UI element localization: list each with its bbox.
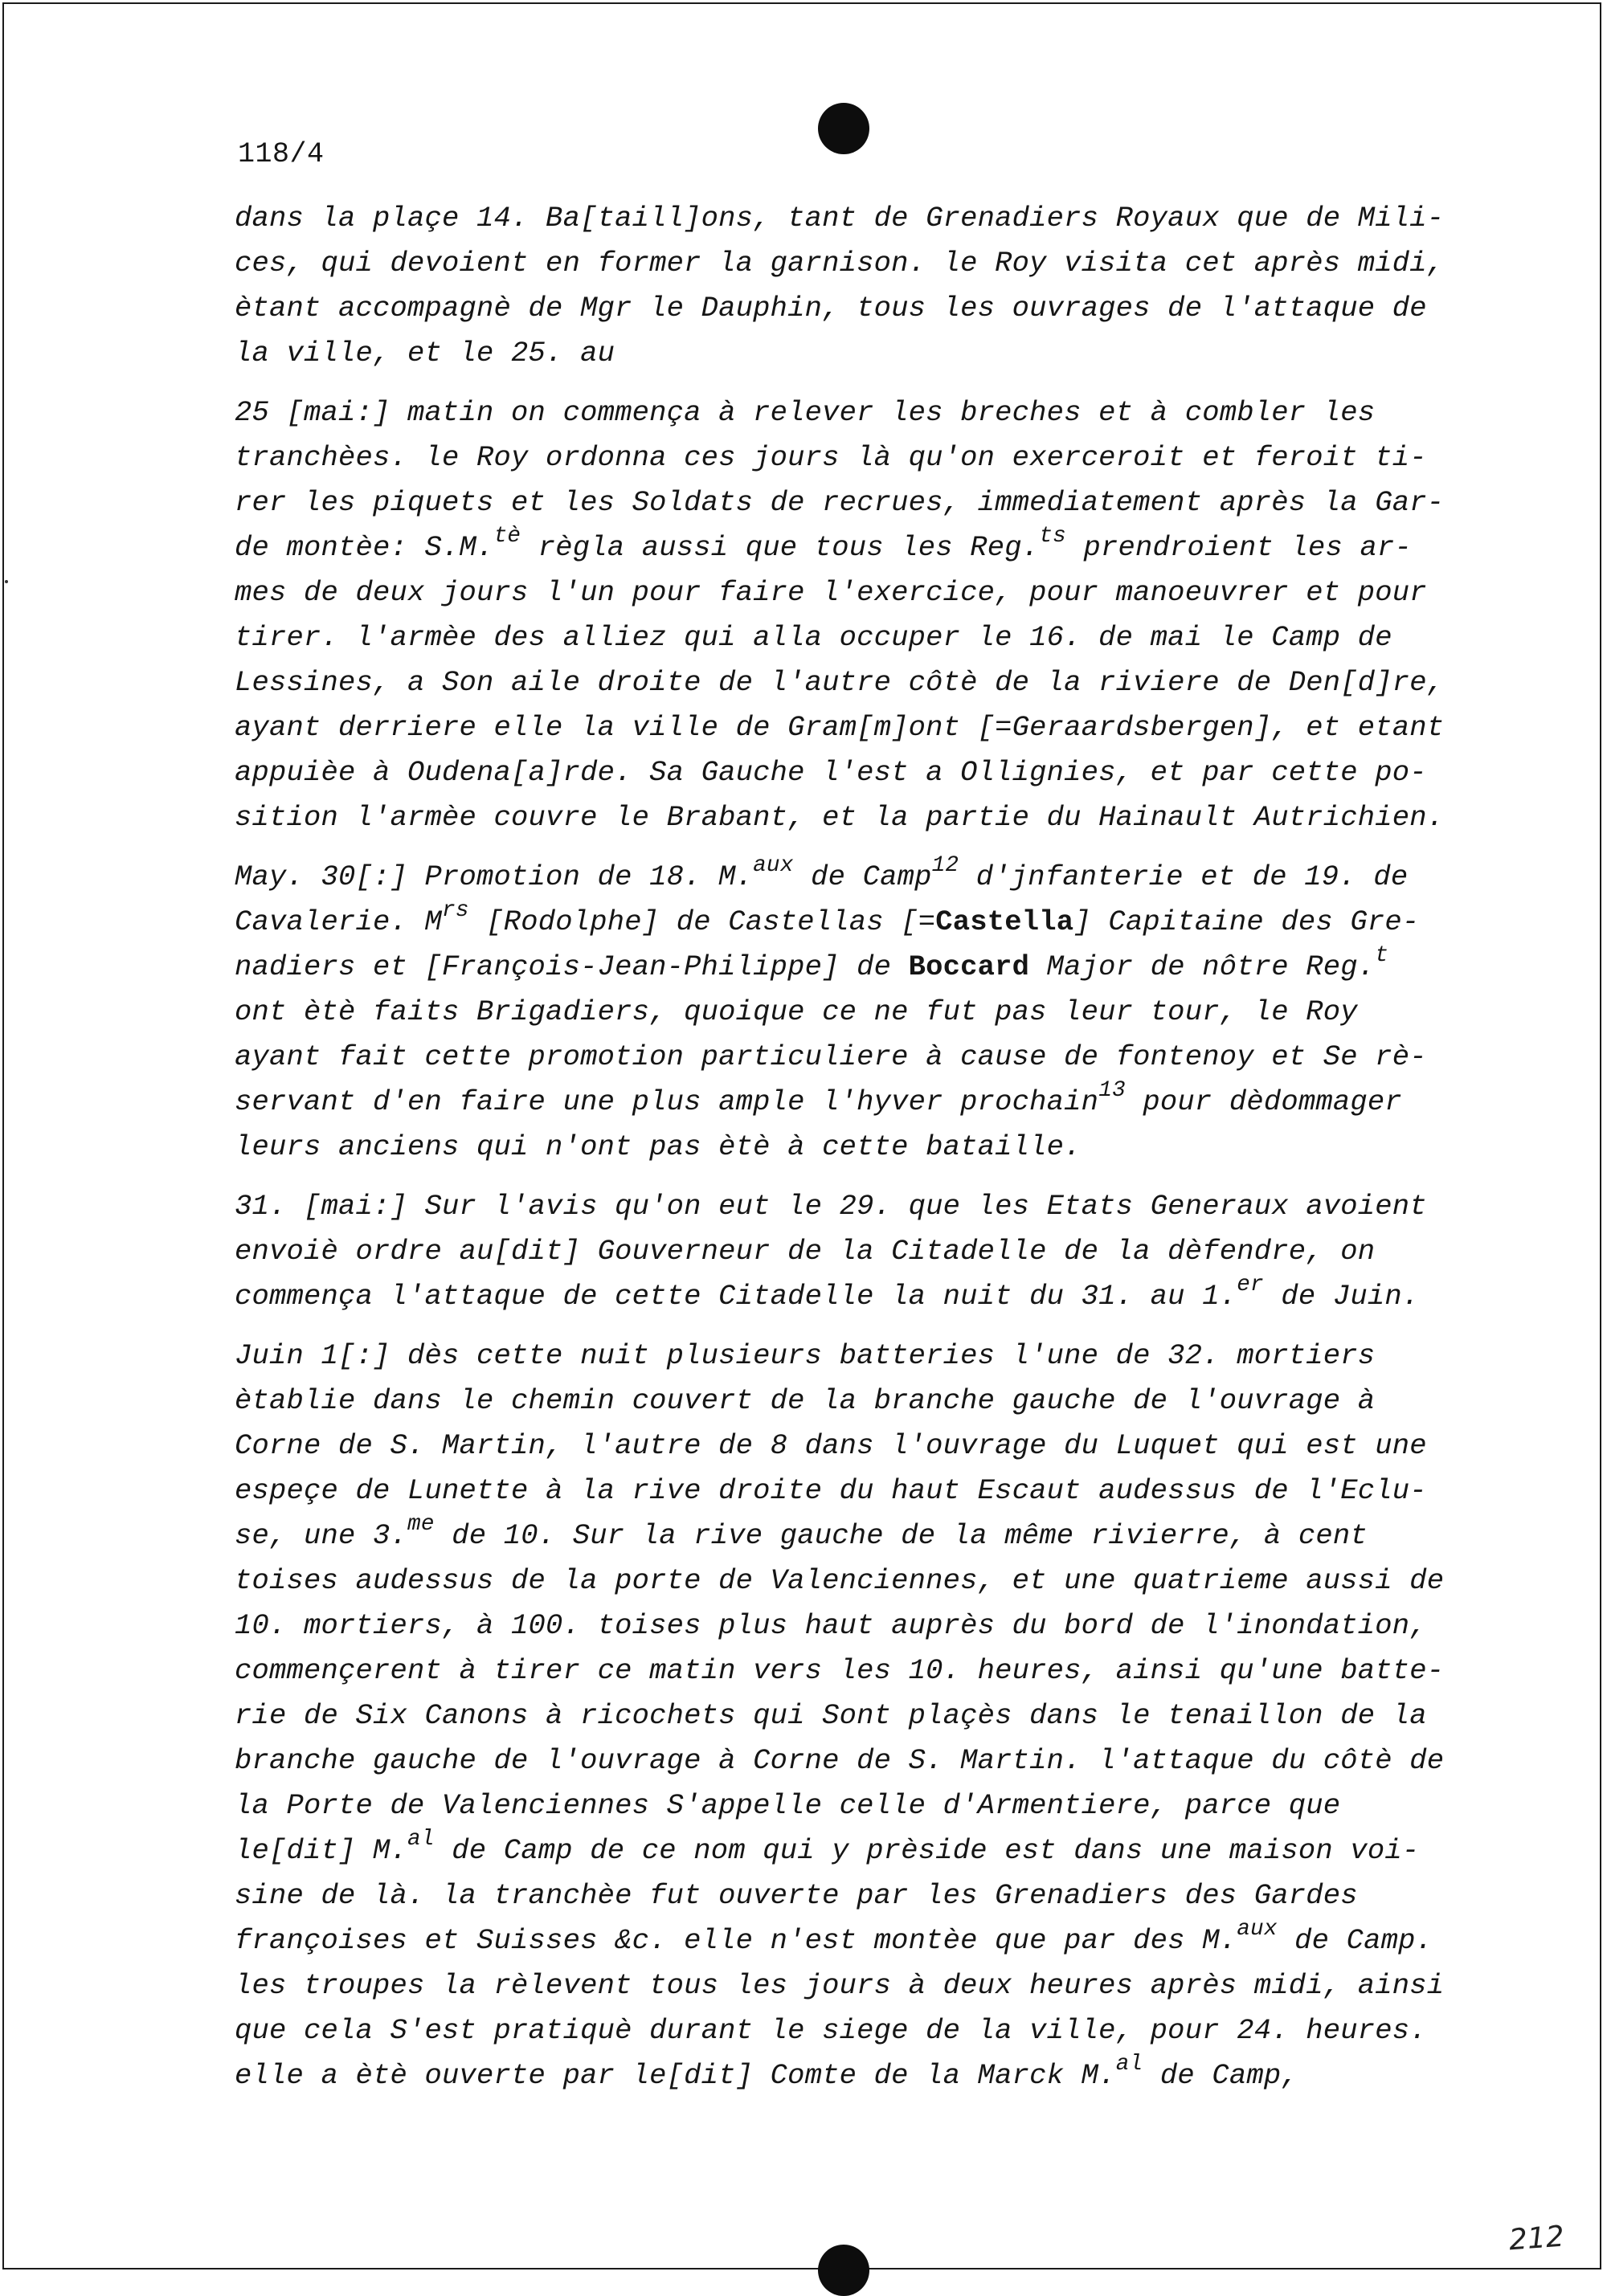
text-segment: ayant derriere elle la ville de Gram[m]ont [=Geraardsbergen], et etant xyxy=(235,711,1445,744)
text-segment: sition l'armèe couvre le Brabant, et la partie du Hainault Autrichien. xyxy=(235,801,1445,834)
text-segment: de montèe: S.M. xyxy=(235,531,494,564)
text-segment: Corne de S. Martin, l'autre de 8 dans l'ouvrage du Luquet qui est une xyxy=(235,1429,1427,1462)
bold-name: Castella xyxy=(935,905,1074,938)
text-segment: Cavalerie. M xyxy=(235,905,443,938)
text-segment: la ville, et le 25. au xyxy=(235,337,615,370)
superscript: aux xyxy=(1237,1916,1278,1942)
text-line xyxy=(235,705,1472,750)
text-line xyxy=(235,1604,1472,1648)
text-line xyxy=(235,897,1472,945)
text-segment: appuièe à Oudena[a]rde. Sa Gauche l'est a Ollignies, et par cette po- xyxy=(235,756,1427,789)
text-line xyxy=(235,525,1472,570)
text-segment: Major de nôtre Reg. xyxy=(1029,950,1376,983)
text-line xyxy=(235,286,1472,331)
text-line xyxy=(235,852,1472,900)
text-line xyxy=(235,1184,1472,1229)
text-segment: la Porte de Valenciennes S'appelle celle d'Armentiere, parce que xyxy=(235,1789,1341,1822)
text-segment: sine de là. la tranchèe fut ouverte par les Grenadiers des Gardes xyxy=(235,1879,1358,1912)
superscript: rs xyxy=(442,897,469,923)
text-segment: ayant fait cette promotion particuliere à cause de fontenoy et Se rè- xyxy=(235,1040,1427,1073)
text-line xyxy=(235,241,1472,286)
text-segment: servant d'en faire une plus ample l'hyver prochain xyxy=(235,1085,1099,1118)
text-line xyxy=(235,1035,1472,1080)
text-segment: nadiers et [François-Jean-Philippe] de xyxy=(235,950,909,983)
text-line xyxy=(235,2008,1472,2053)
text-segment: 10. mortiers, à 100. toises plus haut auprès du bord de l'inondation, xyxy=(235,1609,1427,1642)
text-line xyxy=(235,1828,1472,1873)
text-segment: règla aussi que tous les Reg. xyxy=(521,531,1040,564)
text-line xyxy=(235,1648,1472,1693)
text-segment: que cela S'est pratiquè durant le siege de la ville, pour 24. heures. xyxy=(235,2014,1427,2047)
bold-name: Boccard xyxy=(908,950,1030,983)
text-segment: commença l'attaque de cette Citadelle la nuit du 31. au 1. xyxy=(235,1280,1237,1313)
text-line xyxy=(235,1511,1472,1559)
text-line xyxy=(235,1469,1472,1514)
text-segment: ont ètè faits Brigadiers, quoique ce ne fut pas leur tour, le Roy xyxy=(235,995,1358,1028)
page-reference: 118/4 xyxy=(238,138,325,170)
text-segment: ] Capitaine des Gre- xyxy=(1073,905,1420,938)
document-body xyxy=(235,196,1472,2113)
text-segment: tranchèes. le Roy ordonna ces jours là qu'on exerceroit et feroit ti- xyxy=(235,441,1427,474)
superscript: t xyxy=(1375,942,1389,968)
text-segment: de Juin. xyxy=(1263,1280,1420,1313)
superscript: tè xyxy=(493,523,521,549)
punch-hole-bottom xyxy=(818,2245,869,2296)
text-segment: les troupes la rèlevent tous les jours à deux heures après midi, ainsi xyxy=(235,1969,1445,2002)
text-segment: mes de deux jours l'un pour faire l'exercice, pour manoeuvrer et pour xyxy=(235,576,1427,609)
text-line xyxy=(235,196,1472,241)
text-line xyxy=(235,2053,1472,2098)
folio-number: 212 xyxy=(1507,2220,1566,2257)
paragraph xyxy=(235,852,1472,1170)
text-segment: ètablie dans le chemin couvert de la branche gauche de l'ouvrage à xyxy=(235,1384,1376,1417)
text-line xyxy=(235,390,1472,435)
paragraph xyxy=(235,390,1472,840)
text-segment: envoiè ordre au[dit] Gouverneur de la Citadelle de la dèfendre, on xyxy=(235,1235,1376,1268)
superscript: al xyxy=(1115,2051,1143,2077)
text-line xyxy=(235,795,1472,840)
text-segment: commençerent à tirer ce matin vers les 10. heures, ainsi qu'une batte- xyxy=(235,1654,1445,1687)
text-segment: leurs anciens qui n'ont pas ètè à cette bataille. xyxy=(235,1130,1082,1163)
text-segment: espeçe de Lunette à la rive droite du haut Escaut audessus de l'Eclu- xyxy=(235,1474,1427,1507)
paragraph xyxy=(235,196,1472,376)
text-line xyxy=(235,1738,1472,1783)
superscript: er xyxy=(1237,1272,1264,1297)
text-line xyxy=(235,435,1472,480)
text-segment: pour dèdommager xyxy=(1125,1085,1402,1118)
text-segment: françoises et Suisses &c. elle n'est montèe que par des M. xyxy=(235,1924,1237,1957)
margin-mark xyxy=(5,580,8,583)
superscript: me xyxy=(407,1511,435,1537)
text-segment: Lessines, a Son aile droite de l'autre côtè de la riviere de Den[d]re, xyxy=(235,666,1445,699)
superscript: al xyxy=(407,1826,435,1852)
text-line xyxy=(235,1783,1472,1828)
text-line xyxy=(235,331,1472,376)
text-segment: toises audessus de la porte de Valenciennes, et une quatrieme aussi de xyxy=(235,1564,1445,1597)
text-segment: 31. [mai:] Sur l'avis qu'on eut le 29. que les Etats Generaux avoient xyxy=(235,1190,1427,1223)
text-segment: de Camp de ce nom qui y prèside est dans une maison voi- xyxy=(434,1834,1420,1867)
text-line xyxy=(235,1424,1472,1469)
text-line xyxy=(235,1873,1472,1918)
text-segment: prendroient les ar- xyxy=(1065,531,1413,564)
text-segment: de Camp. xyxy=(1277,1924,1433,1957)
text-segment: ces, qui devoient en former la garnison. le Roy visita cet après midi, xyxy=(235,247,1445,280)
text-line xyxy=(235,1379,1472,1424)
text-line xyxy=(235,1077,1472,1125)
paragraph xyxy=(235,1184,1472,1319)
paragraph xyxy=(235,1334,1472,2098)
text-line xyxy=(235,1918,1472,1963)
superscript: 13 xyxy=(1098,1077,1126,1103)
text-segment: d'jnfanterie et de 19. de xyxy=(959,860,1409,893)
text-segment: branche gauche de l'ouvrage à Corne de S. Martin. l'attaque du côtè de xyxy=(235,1744,1445,1777)
text-segment: rie de Six Canons à ricochets qui Sont plaçès dans le tenaillon de la xyxy=(235,1699,1427,1732)
punch-hole-top xyxy=(818,103,869,154)
text-segment: rer les piquets et les Soldats de recrues, immediatement après la Gar- xyxy=(235,486,1445,519)
text-segment: se, une 3. xyxy=(235,1519,408,1552)
text-segment: tirer. l'armèe des alliez qui alla occuper le 16. de mai le Camp de xyxy=(235,621,1392,654)
text-segment: de Camp, xyxy=(1143,2059,1298,2092)
text-line xyxy=(235,615,1472,660)
text-line xyxy=(235,942,1472,990)
superscript: ts xyxy=(1039,523,1066,549)
text-line xyxy=(235,1559,1472,1604)
text-line xyxy=(235,1693,1472,1738)
text-line xyxy=(235,1963,1472,2008)
text-segment: de Camp xyxy=(793,860,932,893)
text-segment: dans la plaçe 14. Ba[taill]ons, tant de Grenadiers Royaux que de Mili- xyxy=(235,202,1445,235)
text-segment: Juin 1[:] dès cette nuit plusieurs batteries l'une de 32. mortiers xyxy=(235,1339,1376,1372)
text-line xyxy=(235,1274,1472,1319)
text-line xyxy=(235,570,1472,615)
text-line xyxy=(235,1125,1472,1170)
text-line xyxy=(235,660,1472,705)
text-line xyxy=(235,990,1472,1035)
text-segment: de 10. Sur la rive gauche de la même rivierre, à cent xyxy=(434,1519,1368,1552)
text-segment: le[dit] M. xyxy=(235,1834,408,1867)
text-segment: [Rodolphe] de Castellas [= xyxy=(468,905,936,938)
text-line xyxy=(235,480,1472,525)
superscript: aux xyxy=(753,852,794,878)
text-segment: 25 [mai:] matin on commença à relever les breches et à combler les xyxy=(235,396,1376,429)
text-segment: May. 30[:] Promotion de 18. M. xyxy=(235,860,754,893)
text-line xyxy=(235,1229,1472,1274)
text-segment: elle a ètè ouverte par le[dit] Comte de la Marck M. xyxy=(235,2059,1116,2092)
superscript: 12 xyxy=(931,852,959,878)
text-line xyxy=(235,750,1472,795)
text-line xyxy=(235,1334,1472,1379)
text-segment: ètant accompagnè de Mgr le Dauphin, tous les ouvrages de l'attaque de xyxy=(235,292,1427,325)
